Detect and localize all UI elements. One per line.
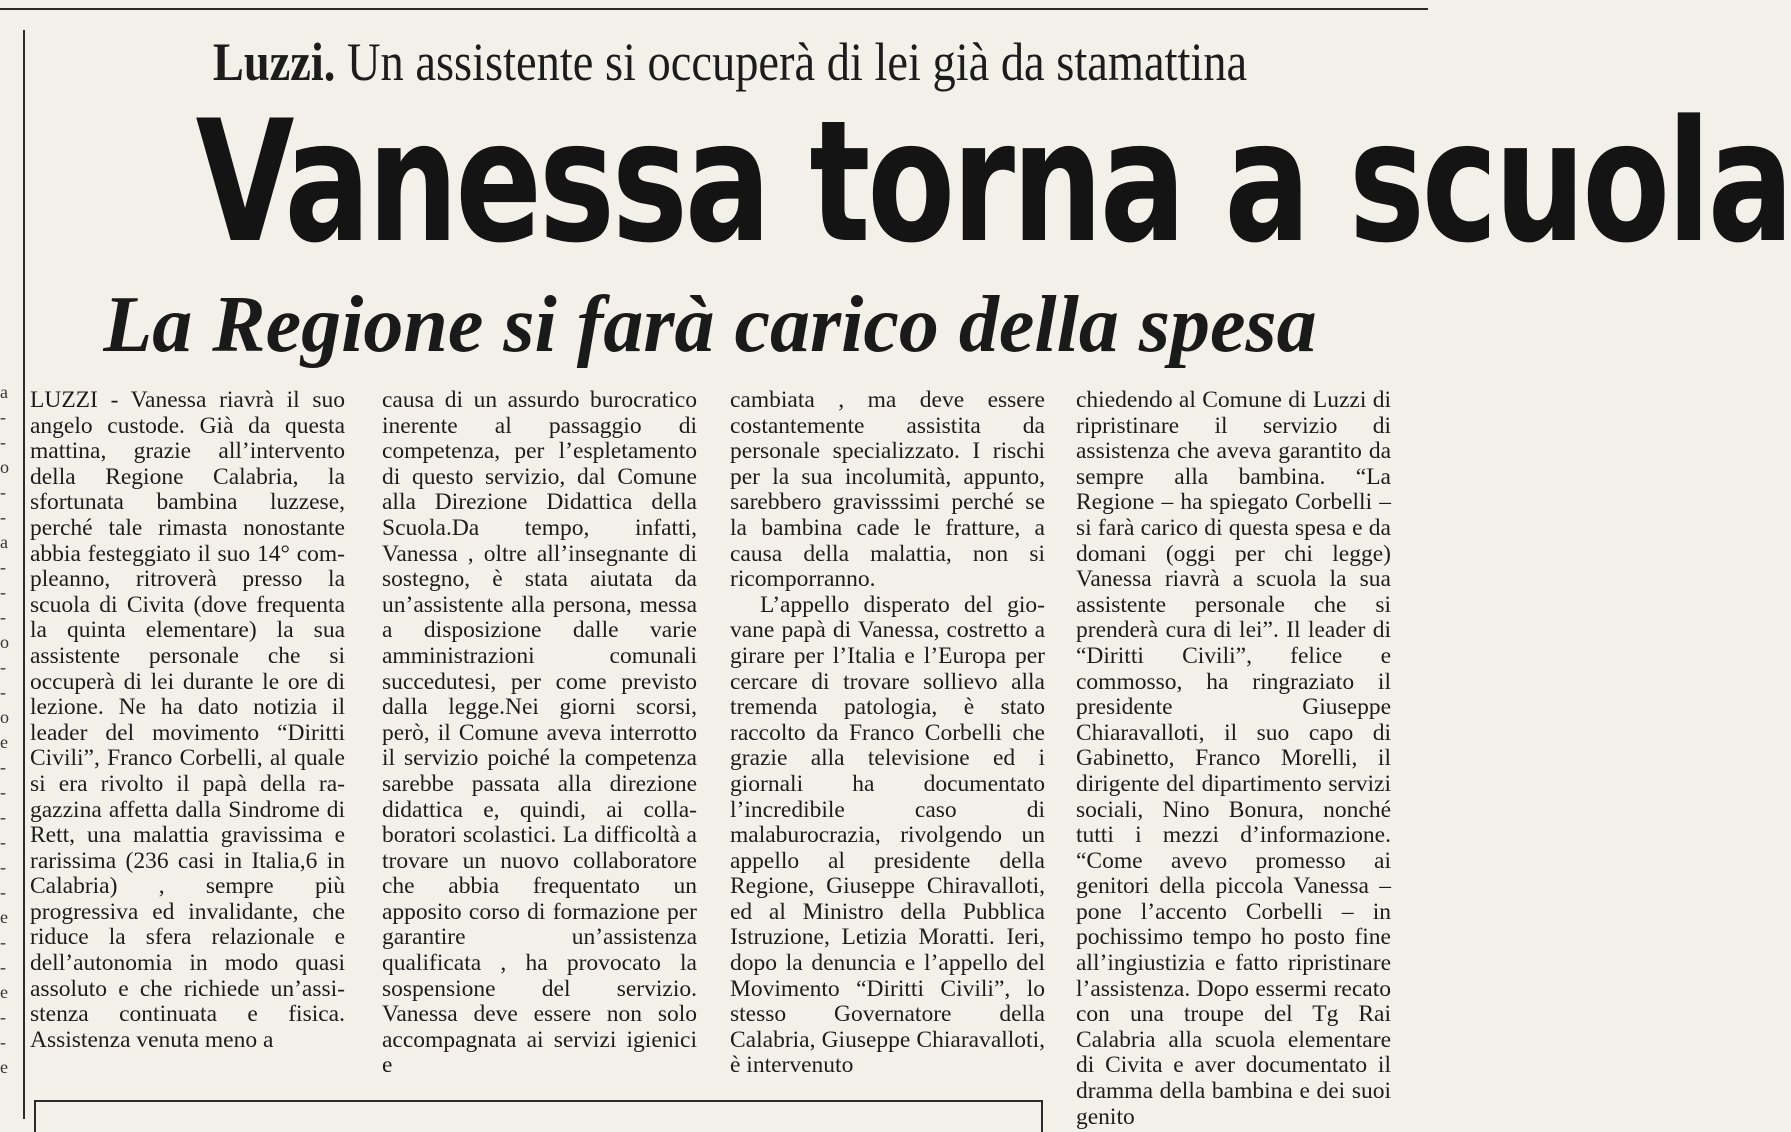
margin-fragment: o: [0, 632, 9, 652]
paragraph: LUZZI - Vanessa riavrà il suo angelo custode. Già da questa mattina, grazie all’intervento della Regione Calabria, la sfortunata bambina luzzese, perché tale rimasta nonostante abbia festeggiato il suo 14° compleanno, ritroverà presso la scuola di Civita (dove frequenta la quinta elementare) la sua assistente personale che si occuperà di lei durante le ore di lezione. Ne ha dato notizia il leader del movimento “Diritti Civili”, Franco Corbelli, al quale si era rivolto il papà della ragazzina affetta dalla Sindrome di Rett, una malattia gravissima e rarissima (236 casi in Italia,6 in Calabria) , sempre più progressiva ed invalidante, che riduce la sfera relazionale e dell’autonomia in modo quasi assoluto e che richiede un’assistenza continuata e fisica. Assistenza venuta meno a: [30, 387, 345, 1053]
margin-fragment: -: [0, 607, 6, 627]
margin-fragment: -: [0, 882, 6, 902]
paragraph: L’appello disperato del giovane papà di Vanessa, costretto a girare per l’Italia e l’Europa per cercare di trovare sollievo alla tremenda patologia, è stato raccolto da Franco Corbelli che grazie alla televisione ed i giornali ha documentato l’incredibile caso di malaburocrazia, rivolgendo un appello al presidente della Regione, Giuseppe Chiravalloti, ed al Ministro della Pubblica Istruzione, Letizia Moratti. Ieri, dopo la denuncia e l’appello del Movimento “Diritti Civili”, lo stesso Governatore della Calabria, Giuseppe Chiaravalloti, è intervenuto: [730, 591, 1045, 1079]
margin-fragment: -: [0, 957, 6, 977]
margin-fragment: -: [0, 782, 6, 802]
margin-fragment: a: [0, 532, 8, 552]
margin-fragment: e: [0, 732, 8, 752]
margin-fragment: -: [0, 657, 6, 677]
margin-fragment: e: [0, 982, 8, 1002]
margin-fragment: -: [0, 807, 6, 827]
margin-fragment: a: [0, 382, 8, 402]
headline: Vanessa torna a scuola: [195, 84, 1791, 280]
subheadline: La Regione si farà carico della spesa: [103, 281, 1317, 369]
article-column-4: [1076, 388, 1391, 1130]
article-column-3: [730, 388, 1045, 1079]
margin-fragment: -: [0, 557, 6, 577]
article-column-2: [382, 388, 697, 1079]
margin-fragment: -: [0, 932, 6, 952]
margin-fragment: -: [0, 1032, 6, 1052]
margin-fragment: -: [0, 432, 6, 452]
margin-fragment: -: [0, 582, 6, 602]
margin-fragment: e: [0, 1057, 8, 1077]
article-body: [30, 387, 1428, 1130]
margin-fragment: o: [0, 457, 9, 477]
margin-fragment: -: [0, 507, 6, 527]
margin-fragment: -: [0, 1007, 6, 1027]
margin-fragment: -: [0, 757, 6, 777]
article-column-1: [30, 388, 345, 1053]
margin-fragment: -: [0, 407, 6, 427]
kicker-text: Un assistente si occuperà di lei già da stamattina: [347, 32, 1248, 92]
left-margin-fragments: [0, 380, 16, 1080]
margin-fragment: o: [0, 707, 9, 727]
margin-fragment: -: [0, 857, 6, 877]
top-rule: [0, 8, 1428, 10]
paragraph: cambiata , ma deve essere costantemente assistita da personale specializzato. I rischi per la sua incolumità, appunto, sarebbero gravisssimi perché se la bambina cade le fratture, a causa della malattia, non si ricomporranno.: [730, 387, 1045, 593]
margin-fragment: -: [0, 482, 6, 502]
paragraph: causa di un assurdo burocratico inerente al passaggio di competenza, per l’espletamento di questo servizio, dal Comune alla Direzione Didattica della Scuola.Da tempo, infatti, Vanessa , oltre all’insegnante di sostegno, è stata aiutata da un’assistente alla persona, messa a disposizione dalle varie amministrazioni comunali succedutesi, per come previsto dalla legge.Nei giorni scorsi, però, il Comune aveva interrotto il servizio poiché la competenza sarebbe passata alla direzione didattica e, quindi, ai collaboratori scolastici. La difficoltà a trovare un nuovo collaboratore che abbia frequentato un apposito corso di formazione per garantire un’assistenza qualificata , ha provocato la sospensione del servizio. Vanessa deve essere non solo accompagnata ai servizi igienici e: [382, 387, 697, 1079]
kicker-place: Luzzi.: [212, 32, 336, 92]
margin-fragment: -: [0, 832, 6, 852]
bottom-boxed-item: [34, 1100, 1043, 1132]
paragraph: chiedendo al Comune di Luzzi di ripristinare il servizio di assistenza che aveva garantito da sempre alla bambina. “La Regione – ha spiegato Corbelli – si farà carico di questa spesa e da domani (oggi per chi legge) Vanessa riavrà a scuola la sua assistente personale che si prenderà cura di lei”. Il leader di “Diritti Civili”, felice e commosso, ha ringraziato il presidente Giuseppe Chiaravalloti, il suo capo di Gabinetto, Franco Morelli, il dirigente del dipartimento servizi sociali, Nino Bonura, nonché tutti i mezzi d’informazione. “Come avevo promesso ai genitori della piccola Vanessa – pone l’accento Corbelli – in pochissimo tempo ho posto fine all’ingiustizia e fatto ripristinare l’assistenza. Dopo essermi recato con una troupe del Tg Rai Calabria alla scuola elementare di Civita e aver documentato il dramma della bambina e dei suoi genito: [1076, 387, 1391, 1130]
margin-fragment: e: [0, 907, 8, 927]
column-divider-left: [23, 30, 25, 1119]
margin-fragment: -: [0, 682, 6, 702]
